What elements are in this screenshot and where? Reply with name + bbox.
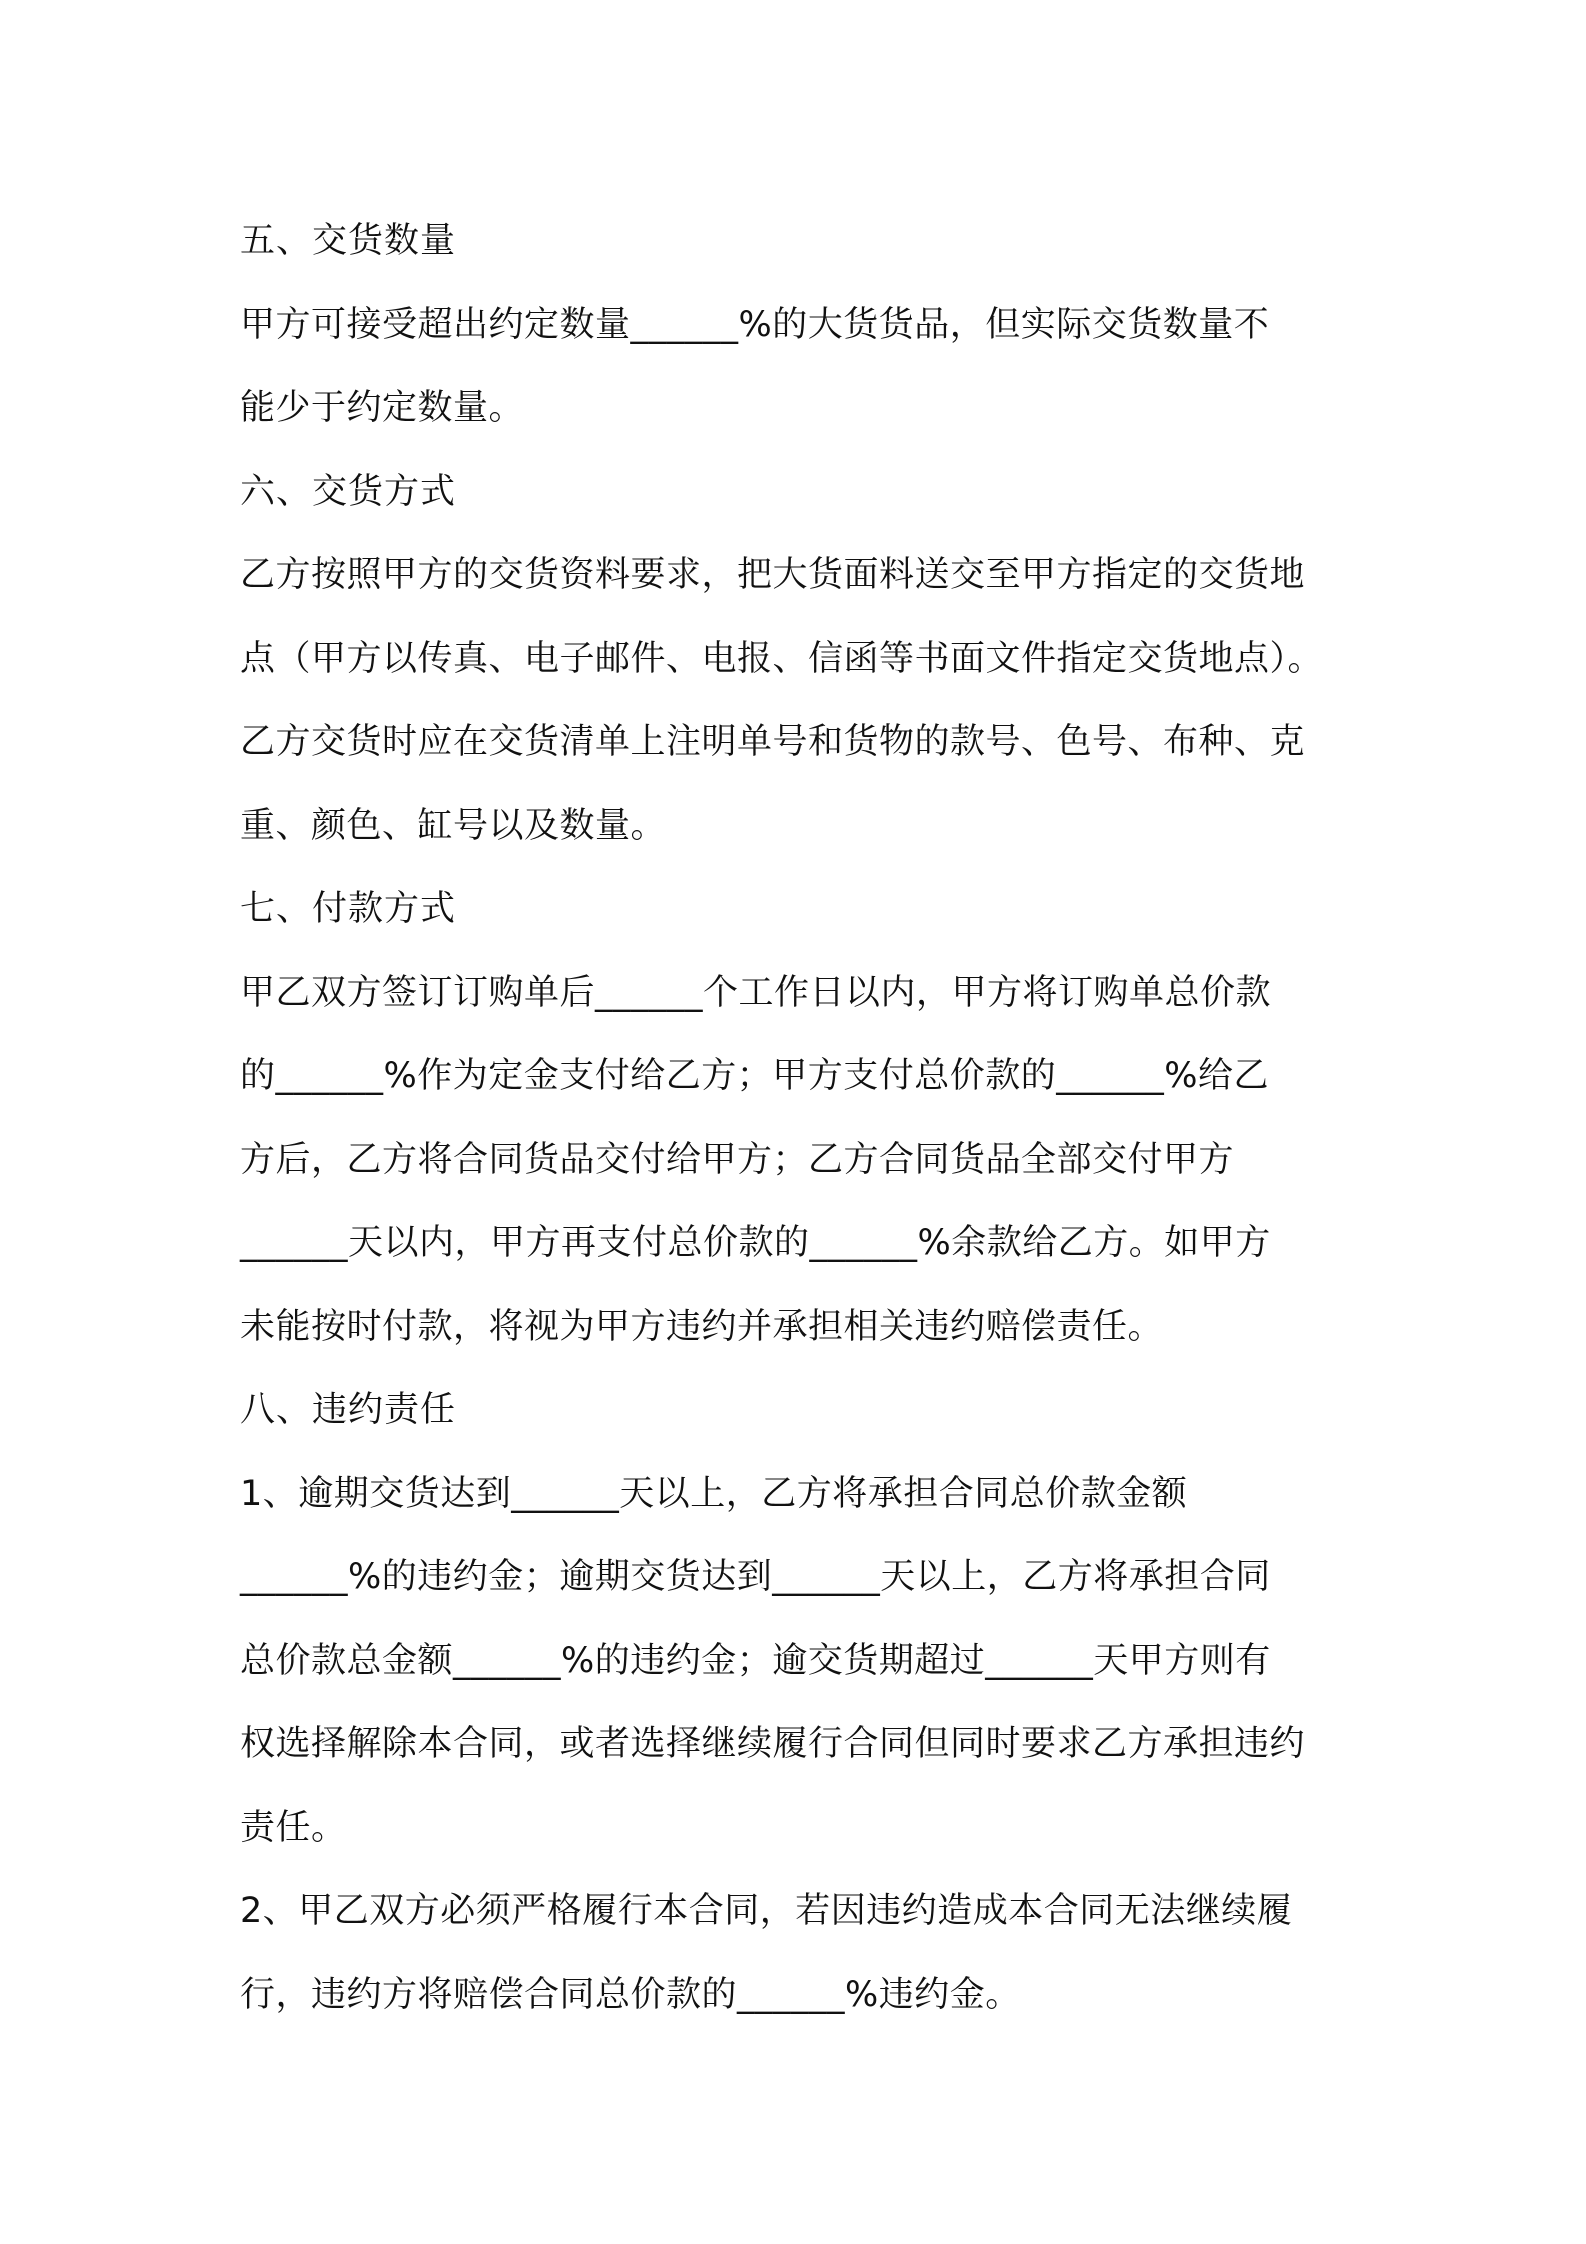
document-page [240,200,1370,2037]
section-heading-payment-method: 七、付款方式 [240,889,457,929]
paragraph-line: 的______%作为定金支付给乙方；甲方支付总价款的______%给乙 [240,1056,1270,1096]
paragraph-line: 重、颜色、缸号以及数量。 [240,805,667,846]
paragraph-line: 能少于约定数量。 [240,388,525,428]
paragraph-line: 乙方按照甲方的交货资料要求，把大货面料送交至甲方指定的交货地 [240,555,1306,595]
paragraph-line: 点（甲方以传真、电子邮件、电报、信函等书面文件指定交货地点）。 [240,638,1324,679]
paragraph-line: 甲方可接受超出约定数量______%的大货货品，但实际交货数量不 [240,304,1270,345]
paragraph-line: 1、逾期交货达到______天以上，乙方将承担合同总价款金额 [240,1473,1188,1514]
paragraph-line: ______天以内，甲方再支付总价款的______%余款给乙方。如甲方 [240,1223,1271,1263]
paragraph-line: 2、甲乙双方必须严格履行本合同，若因违约造成本合同无法继续履 [240,1891,1293,1931]
paragraph-line: ______%的违约金；逾期交货达到______天以上，乙方将承担合同 [240,1557,1271,1597]
section-heading-delivery-method: 六、交货方式 [240,471,457,512]
paragraph-line: 未能按时付款，将视为甲方违约并承担相关违约赔偿责任。 [240,1306,1164,1347]
paragraph-line: 总价款总金额______%的违约金；逾交货期超过______天甲方则有 [240,1640,1271,1681]
paragraph-line: 责任。 [240,1807,347,1848]
paragraph-line: 方后，乙方将合同货品交付给甲方；乙方合同货品全部交付甲方 [240,1139,1235,1180]
paragraph-line: 权选择解除本合同，或者选择继续履行合同但同时要求乙方承担违约 [240,1724,1306,1764]
paragraph-line: 甲乙双方签订订购单后______个工作日以内，甲方将订购单总价款 [240,972,1272,1013]
paragraph-line: 乙方交货时应在交货清单上注明单号和货物的款号、色号、布种、克 [240,722,1306,762]
paragraph-line: 行，违约方将赔偿合同总价款的______%违约金。 [240,1974,1021,2015]
section-heading-liability: 八、违约责任 [240,1390,457,1430]
section-heading-delivery-quantity: 五、交货数量 [240,221,457,261]
